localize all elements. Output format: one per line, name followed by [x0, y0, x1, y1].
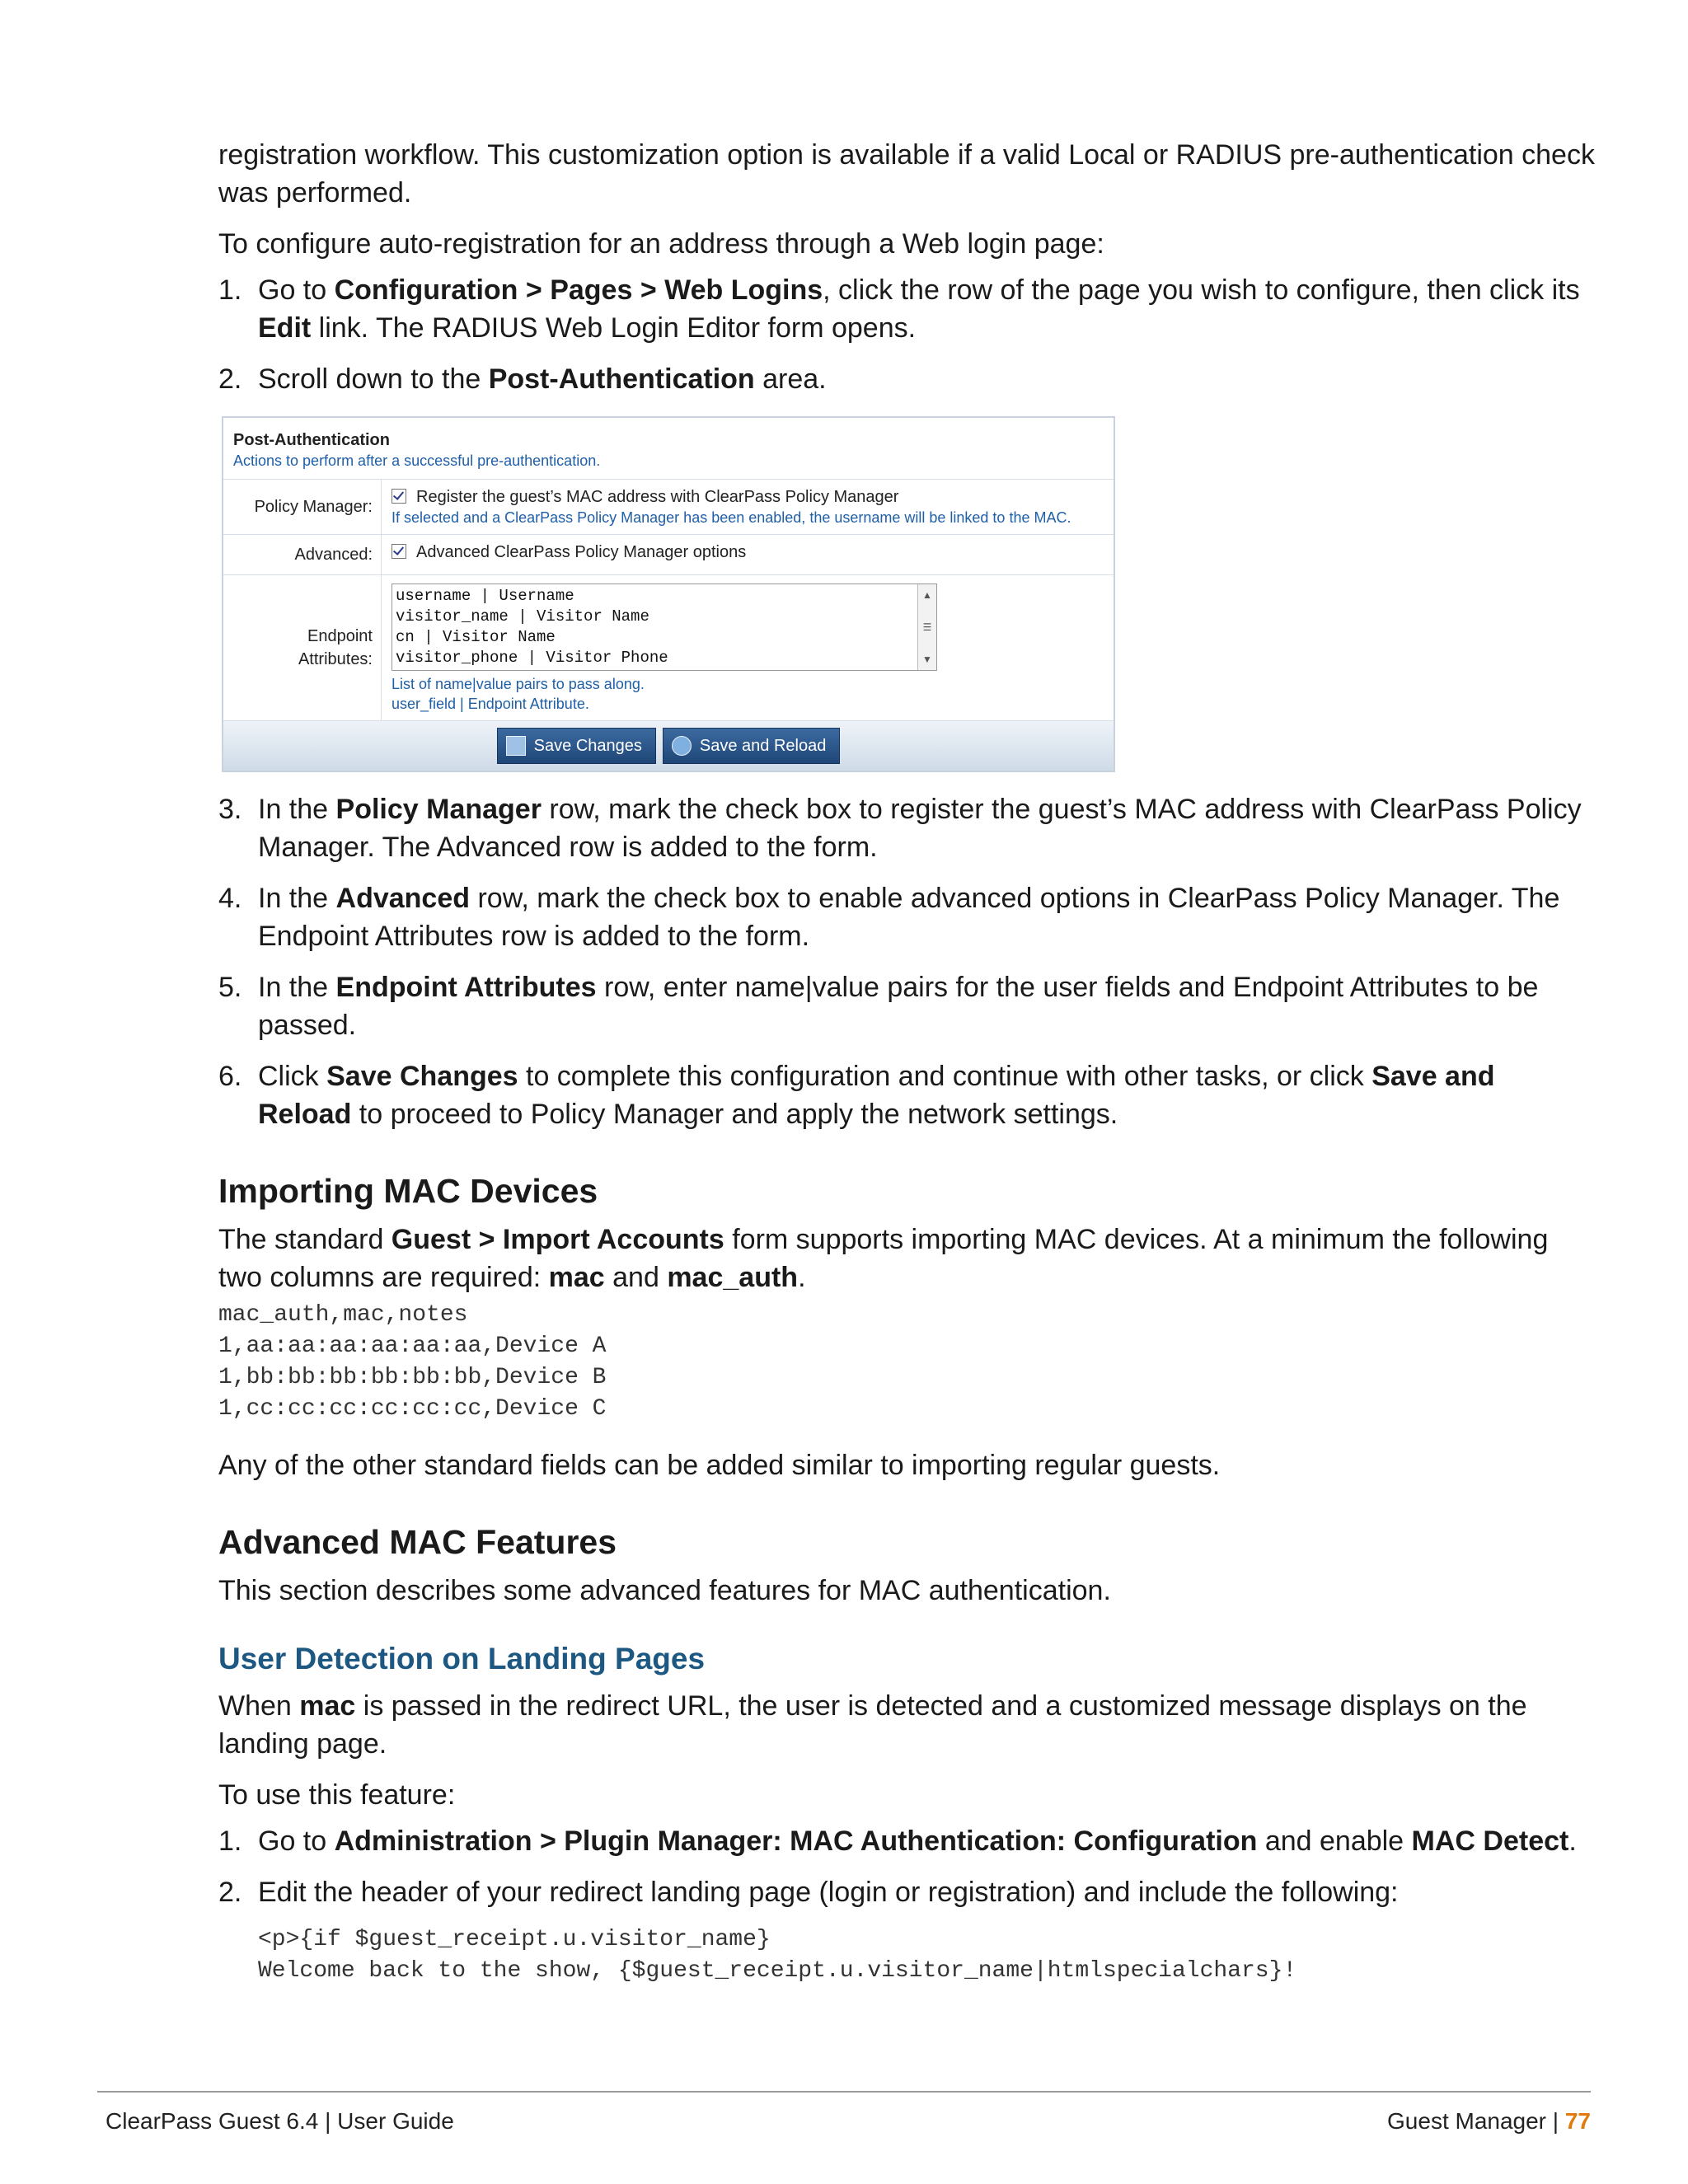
detection-paragraph: When mac is passed in the redirect URL, the user is detected and a customized message displays on the landing page. — [218, 1690, 1527, 1760]
footer-doc-title: ClearPass Guest 6.4 | User Guide — [106, 2108, 454, 2134]
save-changes-button[interactable]: Save Changes — [497, 728, 656, 764]
import-code-block: mac_auth,mac,notes 1,aa:aa:aa:aa:aa:aa,Device A 1,bb:bb:bb:bb:bb:bb,Device B 1,cc:cc:cc:cc:cc:cc,Device C — [218, 1302, 607, 1422]
detection-instruction: To use this feature: — [218, 1779, 456, 1811]
advanced-label: Advanced: — [223, 535, 382, 574]
list-item: 4. In the Advanced row, mark the check box to enable advanced options in ClearPass Policy Manager. The Endpoint Attributes row is added to the form. — [218, 883, 1560, 952]
intro-instruction: To configure auto-registration for an address through a Web login page: — [218, 228, 1104, 260]
list-item: 2. Edit the header of your redirect landing page (login or registration) and include the following: — [218, 1877, 1399, 1908]
detection-heading: User Detection on Landing Pages — [218, 1642, 706, 1675]
list-item: 1. Go to Administration > Plugin Manager: MAC Authentication: Configuration and enable MAC Detect. — [218, 1825, 1577, 1857]
policy-manager-label: Policy Manager: — [223, 480, 382, 534]
advanced-checkbox[interactable] — [392, 544, 406, 559]
importing-heading: Importing MAC Devices — [218, 1172, 598, 1210]
endpoint-help-2: user_field | Endpoint Attribute. — [392, 696, 589, 712]
policy-manager-checkbox[interactable] — [392, 489, 406, 504]
endpoint-attributes-textarea[interactable]: username | Username visitor_name | Visitor Name cn | Visitor Name visitor_phone | Visitor Phone ▲ ☰ ▼ — [392, 583, 937, 671]
floppy-disk-icon — [506, 736, 526, 756]
list-item: 2. Scroll down to the Post-Authentication area. — [218, 363, 827, 395]
textarea-scrollbar[interactable] — [917, 584, 936, 670]
endpoint-attributes-row — [223, 575, 1114, 721]
steps-list-a — [218, 271, 1595, 398]
steps-list-b — [218, 790, 1595, 1133]
screenshot-subtitle: Actions to perform after a successful pre-authentication. — [233, 452, 601, 469]
post-authentication-screenshot — [222, 416, 1115, 772]
advanced-heading: Advanced MAC Features — [218, 1523, 617, 1561]
intro-paragraph: registration workflow. This customization option is available if a valid Local or RADIUS pre-authentication check was performed. — [218, 139, 1595, 209]
screenshot-header — [223, 418, 1114, 480]
advanced-paragraph: This section describes some advanced features for MAC authentication. — [218, 1575, 1111, 1606]
detection-code-block: <p>{if $guest_receipt.u.visitor_name} Welcome back to the show, {$guest_receipt.u.visitor_name|htmlspecialchars}! — [258, 1927, 1297, 1984]
importing-after: Any of the other standard fields can be added similar to importing regular guests. — [218, 1450, 1221, 1481]
list-item: 6. Click Save Changes to complete this configuration and continue with other tasks, or click Save and Reload to proceed to Policy Manager and apply the network settings. — [218, 1061, 1495, 1130]
list-item: 5. In the Endpoint Attributes row, enter name|value pairs for the user fields and Endpoint Attributes to be passed. — [218, 972, 1539, 1041]
importing-paragraph: The standard Guest > Import Accounts form supports importing MAC devices. At a minimum the following two columns are required: mac and mac_auth. — [218, 1224, 1549, 1293]
page-content — [218, 136, 1595, 1987]
list-item: 1. Go to Configuration > Pages > Web Logins, click the row of the page you wish to configure, then click its Edit link. The RADIUS Web Login Editor form opens. — [218, 274, 1580, 344]
footer-section: Guest Manager | 77 — [1387, 2108, 1591, 2134]
list-item: 3. In the Policy Manager row, mark the check box to register the guest’s MAC address with ClearPass Policy Manager. The Advanced row is added to the form. — [218, 794, 1582, 863]
detection-steps — [218, 1822, 1595, 1911]
advanced-row — [223, 535, 1114, 575]
scroll-up-icon[interactable]: ▲ — [922, 589, 932, 601]
endpoint-attributes-label: Endpoint Attributes: — [223, 575, 382, 720]
page-number: 77 — [1564, 2108, 1591, 2134]
endpoint-help-1: List of name|value pairs to pass along. — [392, 676, 645, 692]
policy-manager-row — [223, 480, 1114, 535]
save-and-reload-button[interactable]: Save and Reload — [663, 728, 840, 764]
scroll-thumb-icon[interactable]: ☰ — [922, 621, 932, 633]
scroll-down-icon[interactable]: ▼ — [922, 654, 932, 665]
screenshot-title: Post-Authentication — [233, 431, 390, 449]
advanced-check-label: Advanced ClearPass Policy Manager options — [416, 543, 747, 561]
policy-manager-check-label: Register the guest’s MAC address with ClearPass Policy Manager — [416, 488, 899, 506]
policy-manager-help: If selected and a ClearPass Policy Manager has been enabled, the username will be linked to the MAC. — [392, 509, 1071, 526]
reload-icon — [672, 736, 692, 756]
footer-divider — [97, 2091, 1591, 2093]
screenshot-button-bar — [223, 721, 1114, 771]
